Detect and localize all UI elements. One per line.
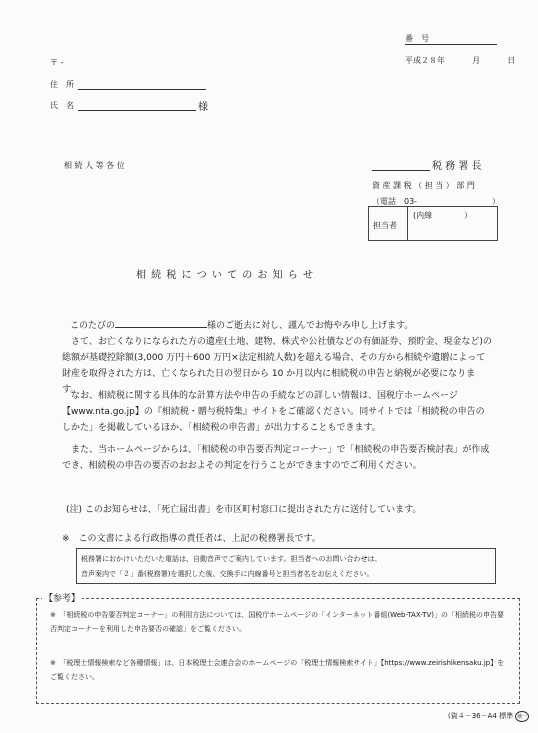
notice-note: (注) このお知らせは、「死亡届出書」を市区町村窓口に提出された方に送付しています。 (66, 505, 422, 515)
address-line (78, 89, 206, 90)
date-line (405, 55, 515, 66)
condolence-line (70, 318, 413, 331)
reference-item-1: ※ 「相続税の申告要否判定コーナー」の利用方法については、国税庁ホームページの「インターネット番組(Web-TAX-TV)」の「相続税の申告要否判定コーナーを利用した申告要否の確認」をご覧ください。 (50, 611, 504, 633)
department: 資 産 課 税 （ 担 当 ） 部 門 (372, 181, 475, 190)
date-year: 平成２８年 (405, 56, 445, 65)
p1-pre: このたびの (70, 321, 116, 331)
page-title: 相 続 税 に つ い て の お 知 ら せ (136, 270, 314, 281)
footer-code: (資４－36－A4 標準 (448, 712, 514, 720)
standard-mark: 統一 (515, 711, 529, 722)
office-line (372, 170, 430, 171)
p1-post: 様のご逝去に対し、謹んでお悔やみ申し上げます。 (207, 321, 414, 331)
name-label: 氏 名 (50, 101, 74, 110)
office-name: 税 務 署 長 (432, 161, 482, 172)
recipients: 相 続 人 等 各 位 (64, 161, 125, 170)
paragraph-info: なお、相続税に関する具体的な計算方法や申告の手続などの詳しい情報は、国税庁ホームページ【www.nta.go.jp】の『相続税・贈与税特集』サイトをご確認ください。同サイトでは「相続税の申告のしかた」を掲載しているほか、「相続税の申告書」が出力することもできます。 (62, 391, 485, 433)
phone: （電話 03- (372, 197, 418, 206)
address-label: 住 所 (50, 80, 74, 89)
date-month-label: 月 (472, 56, 481, 65)
postal-mark: 〒 - (50, 58, 64, 67)
paragraph-homepage: また、当ホームページからは、「相続税の申告要否判定コーナー」で「相続税の申告要否検討表」が作成でき、相続税の申告の要否のおおよその判定を行うことができますのでご利用ください。 (62, 445, 490, 471)
number-label: 番 号 (405, 34, 429, 43)
name-line (78, 110, 196, 111)
phone-guidance-box (76, 548, 496, 584)
reference-label: 【参考】 (42, 591, 82, 604)
phone-guidance-line1: 税務署におかけいただいた電話は、自動音声でご案内しています。担当者へのお問い合わせは、 (81, 555, 382, 563)
number-field (405, 33, 497, 45)
phone-guidance-line2: 音声案内で「２」番(税務署)を選択した後、交換手に内線番号と担当者名をお伝えください。 (81, 570, 374, 578)
reference-item-2: ※ 「税理士情報検索など各種情報」は、日本税理士会連合会のホームページの「税理士情報検索サイト」【https://www.zeirishikensaku.jp】をご覧ください。 (50, 659, 505, 681)
responsibility: ※ この文書による行政指導の責任者は、上記の税務署長です。 (62, 534, 321, 544)
form-code (448, 711, 529, 722)
honorific: 様 (198, 102, 208, 113)
contact-label: 担当者 (373, 221, 397, 230)
contact-box (368, 206, 498, 241)
paragraph-estate: さて、お亡くなりになられた方の遺産(土地、建物、株式や公社債などの有価証券、預貯金、現金など)の総額が基礎控除額(3,000 万円＋600 万円×法定相続人数)を超える場合、その方から相続や遺贈によって財産を取得された方は、亡くなられた日の翌日から 10 か月以内に相続税の申告と納税が必要になります。 (62, 337, 492, 395)
extension: (内線 ） (413, 211, 473, 220)
date-day-label: 日 (507, 56, 516, 65)
